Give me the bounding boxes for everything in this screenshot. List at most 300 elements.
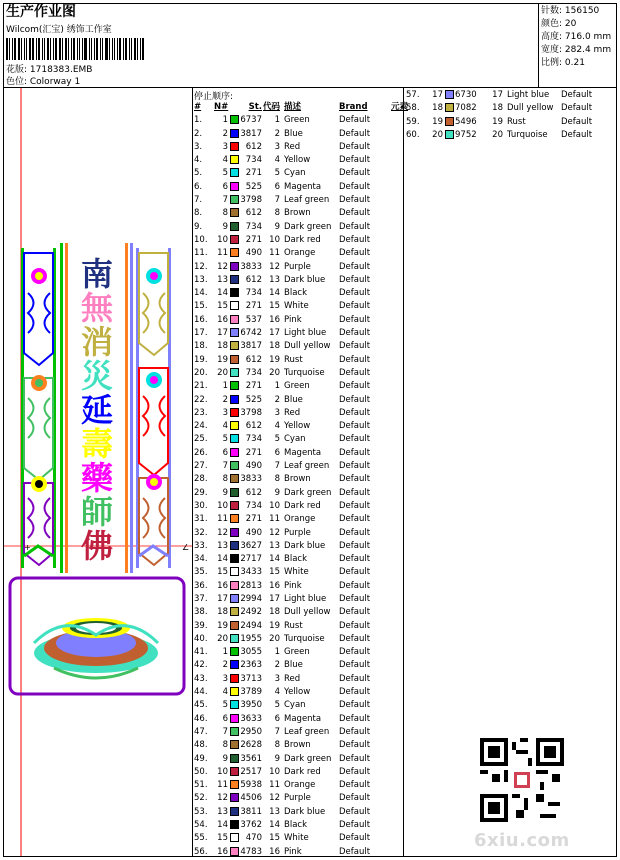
color-code: 14 bbox=[269, 554, 280, 565]
stitch-count: 490 bbox=[245, 248, 262, 259]
stitch-count: 490 bbox=[245, 527, 262, 538]
page-title: 生产作业图 bbox=[6, 4, 76, 20]
qr-code bbox=[480, 738, 564, 822]
thread-brand: Default bbox=[339, 421, 371, 432]
needle-number: 18 bbox=[217, 341, 228, 352]
table-row bbox=[194, 846, 408, 859]
color-code: 16 bbox=[269, 846, 280, 857]
color-description: Yellow bbox=[284, 155, 311, 166]
stitch-count: 2494 bbox=[240, 620, 262, 631]
table-header-row bbox=[194, 101, 408, 114]
barcode-bar bbox=[109, 38, 110, 60]
stitch-count: 525 bbox=[245, 181, 262, 192]
thread-brand: Default bbox=[339, 181, 371, 192]
color-code: 9 bbox=[274, 221, 280, 232]
stitch-count: 612 bbox=[245, 354, 262, 365]
stitch-count: 2813 bbox=[240, 580, 262, 591]
stitch-count: 2994 bbox=[240, 593, 262, 604]
color-swatch bbox=[230, 514, 239, 523]
needle-number: 18 bbox=[217, 607, 228, 618]
thread-brand: Default bbox=[339, 128, 371, 139]
color-description: Dark blue bbox=[284, 274, 326, 285]
thread-brand: Default bbox=[339, 580, 371, 591]
table-row bbox=[194, 221, 408, 234]
stop-number: 32. bbox=[194, 527, 208, 538]
color-code: 6 bbox=[274, 447, 280, 458]
color-description: Yellow bbox=[284, 421, 311, 432]
colorway-label: 色位: Colorway 1 bbox=[6, 77, 81, 87]
thread-brand: Default bbox=[339, 527, 371, 538]
color-swatch bbox=[230, 448, 239, 457]
thread-brand: Default bbox=[339, 341, 371, 352]
color-description: Magenta bbox=[284, 447, 322, 458]
thread-brand: Default bbox=[339, 221, 371, 232]
color-code: 8 bbox=[274, 740, 280, 751]
thread-brand: Default bbox=[339, 195, 371, 206]
needle-number: 11 bbox=[217, 514, 228, 525]
barcode-bar bbox=[29, 38, 31, 60]
barcode-bar bbox=[14, 38, 16, 60]
color-swatch bbox=[230, 195, 239, 204]
color-swatch bbox=[230, 780, 239, 789]
stitch-count: 612 bbox=[245, 208, 262, 219]
table-row bbox=[194, 699, 408, 712]
table-row bbox=[194, 473, 408, 486]
needle-number: 2 bbox=[222, 660, 228, 671]
thread-brand: Default bbox=[339, 115, 371, 126]
color-swatch bbox=[230, 461, 239, 470]
thread-brand: Default bbox=[339, 753, 371, 764]
stop-number: 23. bbox=[194, 407, 208, 418]
header-brand: Brand bbox=[339, 102, 368, 112]
stop-sequence-title: 停止顺序: bbox=[194, 92, 234, 102]
color-code: 15 bbox=[269, 567, 280, 578]
color-code: 5 bbox=[274, 700, 280, 711]
color-swatch bbox=[230, 727, 239, 736]
thread-brand: Default bbox=[339, 607, 371, 618]
stop-number: 48. bbox=[194, 740, 208, 751]
header-number: # bbox=[194, 102, 202, 112]
stitch-count: 271 bbox=[245, 381, 262, 392]
needle-number: 2 bbox=[222, 394, 228, 405]
embroidered-character: 無 bbox=[80, 289, 114, 327]
table-row bbox=[406, 116, 592, 129]
color-swatch bbox=[230, 687, 239, 696]
stat-scale: 比例: 0.21 bbox=[541, 58, 585, 68]
color-description: Light blue bbox=[284, 328, 327, 339]
needle-number: 14 bbox=[217, 288, 228, 299]
stop-number: 43. bbox=[194, 673, 208, 684]
color-description: White bbox=[284, 567, 309, 578]
stitch-count: 2517 bbox=[240, 766, 262, 777]
thread-brand: Default bbox=[339, 168, 371, 179]
color-code: 12 bbox=[269, 261, 280, 272]
table-row bbox=[194, 527, 408, 540]
table-row bbox=[194, 394, 408, 407]
color-description: Dull yellow bbox=[284, 341, 331, 352]
stop-number: 17. bbox=[194, 328, 208, 339]
stop-number: 33. bbox=[194, 540, 208, 551]
barcode-bar bbox=[24, 38, 25, 60]
stitch-count: 271 bbox=[245, 234, 262, 245]
color-code: 8 bbox=[274, 474, 280, 485]
barcode-bar bbox=[68, 38, 69, 60]
color-description: Orange bbox=[284, 248, 316, 259]
needle-number: 8 bbox=[222, 208, 228, 219]
stitch-count: 3561 bbox=[240, 753, 262, 764]
thread-brand: Default bbox=[339, 820, 371, 831]
color-description: Black bbox=[284, 288, 307, 299]
stitch-count: 3798 bbox=[240, 195, 262, 206]
needle-number: 1 bbox=[222, 381, 228, 392]
stop-number: 54. bbox=[194, 820, 208, 831]
color-swatch bbox=[230, 368, 239, 377]
column-divider bbox=[192, 88, 193, 856]
stop-number: 3. bbox=[194, 141, 203, 152]
stop-number: 35. bbox=[194, 567, 208, 578]
color-swatch bbox=[230, 554, 239, 563]
needle-number: 3 bbox=[222, 407, 228, 418]
stop-number: 2. bbox=[194, 128, 203, 139]
color-swatch bbox=[230, 674, 239, 683]
color-swatch bbox=[230, 129, 239, 138]
color-swatch bbox=[445, 90, 454, 99]
stop-number: 16. bbox=[194, 314, 208, 325]
thread-brand: Default bbox=[339, 500, 371, 511]
stitch-count: 612 bbox=[245, 141, 262, 152]
table-row bbox=[194, 580, 408, 593]
table-row bbox=[194, 327, 408, 340]
table-row bbox=[194, 832, 408, 845]
preview-canvas bbox=[4, 88, 192, 856]
color-code: 17 bbox=[492, 90, 503, 100]
thread-brand: Default bbox=[561, 103, 593, 114]
stitch-count: 537 bbox=[245, 314, 262, 325]
stop-number: 5. bbox=[194, 168, 203, 179]
thread-brand: Default bbox=[339, 234, 371, 245]
stitch-count: 3762 bbox=[240, 820, 262, 831]
table-row bbox=[194, 540, 408, 553]
color-description: Brown bbox=[284, 740, 311, 751]
table-row bbox=[194, 779, 408, 792]
stitch-count: 271 bbox=[245, 514, 262, 525]
thread-brand: Default bbox=[561, 116, 593, 127]
stitch-count: 3817 bbox=[240, 341, 262, 352]
stop-number: 34. bbox=[194, 554, 208, 565]
thread-brand: Default bbox=[339, 620, 371, 631]
table-row bbox=[194, 633, 408, 646]
color-description: Purple bbox=[284, 793, 311, 804]
stop-number: 51. bbox=[194, 780, 208, 791]
color-swatch bbox=[230, 767, 239, 776]
color-code: 15 bbox=[269, 833, 280, 844]
embroidered-character: 壽 bbox=[80, 425, 114, 463]
color-swatch bbox=[230, 381, 239, 390]
needle-number: 6 bbox=[222, 447, 228, 458]
header-divider-vertical bbox=[538, 3, 539, 87]
stitch-count: 1955 bbox=[240, 633, 262, 644]
embroidered-character: 消 bbox=[80, 323, 114, 361]
color-code: 4 bbox=[274, 421, 280, 432]
needle-number: 8 bbox=[222, 474, 228, 485]
color-code: 1 bbox=[274, 647, 280, 658]
stitch-count: 5496 bbox=[455, 116, 477, 127]
color-description: White bbox=[284, 833, 309, 844]
color-description: Orange bbox=[284, 514, 316, 525]
color-swatch bbox=[230, 541, 239, 550]
color-swatch bbox=[445, 103, 454, 112]
color-swatch bbox=[230, 567, 239, 576]
table-row bbox=[406, 102, 592, 115]
color-swatch bbox=[230, 647, 239, 656]
thread-brand: Default bbox=[339, 474, 371, 485]
strip bbox=[130, 243, 133, 573]
color-code: 16 bbox=[269, 580, 280, 591]
color-code: 1 bbox=[274, 115, 280, 126]
thread-brand: Default bbox=[339, 208, 371, 219]
stitch-count: 3789 bbox=[240, 687, 262, 698]
color-description: Dark red bbox=[284, 766, 321, 777]
needle-number: 17 bbox=[217, 328, 228, 339]
barcode bbox=[6, 38, 146, 60]
barcode-bar bbox=[129, 38, 130, 60]
thread-brand: Default bbox=[339, 766, 371, 777]
color-code: 12 bbox=[269, 793, 280, 804]
color-description: Dull yellow bbox=[507, 103, 554, 114]
color-code: 16 bbox=[269, 314, 280, 325]
stop-number: 45. bbox=[194, 700, 208, 711]
thread-brand: Default bbox=[339, 274, 371, 285]
color-description: Green bbox=[284, 381, 310, 392]
stitch-count: 3811 bbox=[240, 806, 262, 817]
thread-brand: Default bbox=[339, 487, 371, 498]
color-description: Dark blue bbox=[284, 540, 326, 551]
color-code: 18 bbox=[492, 103, 503, 114]
stitch-count: 4783 bbox=[240, 846, 262, 857]
color-swatch bbox=[230, 341, 239, 350]
color-code: 8 bbox=[274, 208, 280, 219]
barcode-bar bbox=[131, 38, 132, 60]
color-code: 9 bbox=[274, 753, 280, 764]
color-code: 14 bbox=[269, 820, 280, 831]
color-description: Red bbox=[284, 673, 301, 684]
color-description: Leaf green bbox=[284, 195, 330, 206]
table-row bbox=[194, 274, 408, 287]
color-code: 4 bbox=[274, 155, 280, 166]
thread-brand: Default bbox=[339, 700, 371, 711]
table-row bbox=[194, 380, 408, 393]
thread-brand: Default bbox=[339, 328, 371, 339]
color-code: 11 bbox=[269, 780, 280, 791]
thread-brand: Default bbox=[561, 129, 593, 140]
stop-number: 49. bbox=[194, 753, 208, 764]
color-swatch bbox=[230, 182, 239, 191]
color-description: Pink bbox=[284, 846, 302, 857]
thread-brand: Default bbox=[339, 593, 371, 604]
color-swatch bbox=[230, 248, 239, 257]
barcode-bar bbox=[134, 38, 137, 60]
thread-brand: Default bbox=[339, 780, 371, 791]
color-description: Orange bbox=[284, 780, 316, 791]
needle-number: 15 bbox=[217, 567, 228, 578]
stop-number: 41. bbox=[194, 647, 208, 658]
needle-number: 12 bbox=[217, 793, 228, 804]
company-name: Wilcom(汇宝) 绣饰工作室 bbox=[6, 25, 112, 35]
stop-number: 40. bbox=[194, 633, 208, 644]
stop-number: 60. bbox=[406, 129, 420, 140]
color-swatch bbox=[230, 434, 239, 443]
stop-number: 20. bbox=[194, 367, 208, 378]
barcode-bar bbox=[65, 38, 68, 60]
thread-brand: Default bbox=[339, 633, 371, 644]
color-swatch bbox=[445, 130, 454, 139]
needle-number: 18 bbox=[432, 103, 443, 114]
strip bbox=[60, 243, 63, 573]
needle-number: 14 bbox=[217, 554, 228, 565]
color-description: Pink bbox=[284, 580, 302, 591]
stitch-count: 734 bbox=[245, 500, 262, 511]
color-code: 13 bbox=[269, 540, 280, 551]
needle-number: 5 bbox=[222, 168, 228, 179]
color-description: Brown bbox=[284, 474, 311, 485]
embroidered-character: 師 bbox=[80, 493, 114, 531]
table-row bbox=[194, 513, 408, 526]
needle-number: 12 bbox=[217, 261, 228, 272]
stop-number: 25. bbox=[194, 434, 208, 445]
color-swatch bbox=[230, 115, 239, 124]
embroidered-character: 藥 bbox=[80, 459, 114, 497]
color-code: 10 bbox=[269, 234, 280, 245]
header-element: 元素 bbox=[391, 102, 409, 112]
stitch-count: 734 bbox=[245, 221, 262, 232]
table-row bbox=[194, 553, 408, 566]
needle-number: 17 bbox=[432, 90, 443, 100]
stitch-count: 3950 bbox=[240, 700, 262, 711]
table-row bbox=[194, 247, 408, 260]
needle-number: 5 bbox=[222, 700, 228, 711]
table-row bbox=[194, 407, 408, 420]
stop-number: 58. bbox=[406, 103, 420, 114]
barcode-bar bbox=[142, 38, 144, 60]
color-swatch bbox=[230, 807, 239, 816]
color-description: White bbox=[284, 301, 309, 312]
header-description: 描述 bbox=[284, 102, 302, 112]
stop-number: 37. bbox=[194, 593, 208, 604]
thread-brand: Default bbox=[339, 394, 371, 405]
color-code: 6 bbox=[274, 713, 280, 724]
stop-number: 53. bbox=[194, 806, 208, 817]
barcode-bar bbox=[6, 38, 8, 60]
needle-number: 16 bbox=[217, 314, 228, 325]
color-stop-table-continued bbox=[406, 89, 592, 142]
thread-brand: Default bbox=[339, 248, 371, 259]
barcode-bar bbox=[47, 38, 49, 60]
stop-number: 13. bbox=[194, 274, 208, 285]
barcode-bar bbox=[140, 38, 141, 60]
color-code: 7 bbox=[274, 726, 280, 737]
barcode-bar bbox=[100, 38, 101, 60]
table-row bbox=[194, 167, 408, 180]
thread-brand: Default bbox=[339, 314, 371, 325]
color-description: Cyan bbox=[284, 434, 306, 445]
thread-brand: Default bbox=[339, 833, 371, 844]
embroidery-preview bbox=[4, 88, 192, 856]
stop-number: 8. bbox=[194, 208, 203, 219]
needle-number: 15 bbox=[217, 301, 228, 312]
stop-number: 42. bbox=[194, 660, 208, 671]
table-row bbox=[194, 620, 408, 633]
color-swatch bbox=[230, 262, 239, 271]
stitch-count: 3627 bbox=[240, 540, 262, 551]
needle-number: 9 bbox=[222, 487, 228, 498]
header bbox=[6, 4, 536, 88]
needle-number: 2 bbox=[222, 128, 228, 139]
stop-number: 14. bbox=[194, 288, 208, 299]
thread-brand: Default bbox=[339, 407, 371, 418]
color-code: 5 bbox=[274, 434, 280, 445]
stop-number: 28. bbox=[194, 474, 208, 485]
barcode-bar bbox=[55, 38, 57, 60]
barcode-bar bbox=[9, 38, 10, 60]
color-swatch bbox=[230, 142, 239, 151]
barcode-bar bbox=[26, 38, 27, 60]
stat-colors: 颜色: 20 bbox=[541, 19, 577, 29]
table-row bbox=[194, 433, 408, 446]
table-row bbox=[194, 713, 408, 726]
stitch-count: 734 bbox=[245, 434, 262, 445]
color-swatch bbox=[230, 155, 239, 164]
color-swatch bbox=[230, 488, 239, 497]
stitch-count: 525 bbox=[245, 394, 262, 405]
table-row bbox=[194, 287, 408, 300]
color-description: Dark red bbox=[284, 500, 321, 511]
barcode-bar bbox=[125, 38, 127, 60]
color-description: Dark blue bbox=[284, 806, 326, 817]
color-swatch bbox=[230, 714, 239, 723]
color-swatch bbox=[230, 328, 239, 337]
table-row bbox=[194, 114, 408, 127]
color-description: Purple bbox=[284, 261, 311, 272]
barcode-bar bbox=[62, 38, 63, 60]
stat-height: 高度: 716.0 mm bbox=[541, 32, 612, 42]
color-swatch bbox=[230, 607, 239, 616]
barcode-bar bbox=[53, 38, 54, 60]
color-code: 17 bbox=[269, 593, 280, 604]
color-swatch bbox=[230, 222, 239, 231]
color-code: 2 bbox=[274, 660, 280, 671]
embroidered-character: 災 bbox=[80, 357, 114, 395]
stop-number: 46. bbox=[194, 713, 208, 724]
color-swatch bbox=[230, 581, 239, 590]
thread-brand: Default bbox=[339, 846, 371, 857]
stop-number: 52. bbox=[194, 793, 208, 804]
stitch-count: 271 bbox=[245, 447, 262, 458]
color-description: Blue bbox=[284, 660, 303, 671]
color-swatch bbox=[230, 301, 239, 310]
barcode-bar bbox=[77, 38, 78, 60]
color-swatch bbox=[230, 315, 239, 324]
thread-brand: Default bbox=[339, 447, 371, 458]
color-swatch bbox=[230, 395, 239, 404]
color-description: Rust bbox=[507, 116, 526, 127]
stitch-count: 2492 bbox=[240, 607, 262, 618]
color-code: 14 bbox=[269, 288, 280, 299]
stitch-count: 3817 bbox=[240, 128, 262, 139]
strip bbox=[65, 243, 68, 573]
color-swatch bbox=[230, 355, 239, 364]
color-swatch bbox=[230, 847, 239, 856]
table-row bbox=[194, 686, 408, 699]
